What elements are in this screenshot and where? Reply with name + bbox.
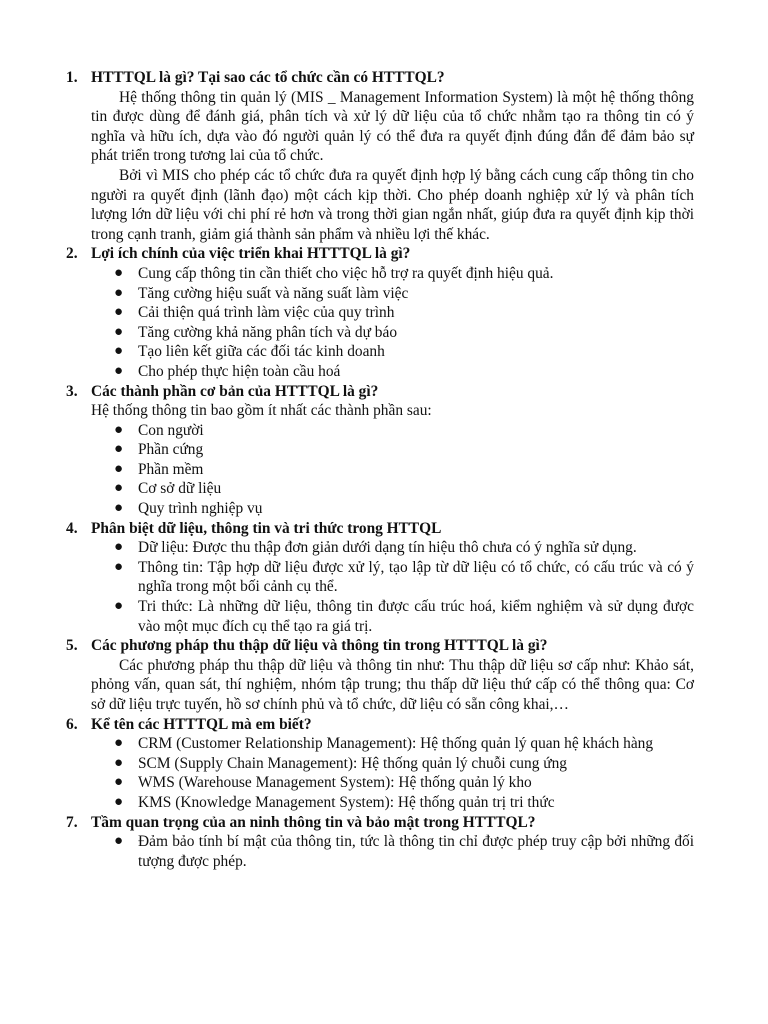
paragraph: Các phương pháp thu thập dữ liệu và thông tin như: Thu thập dữ liệu sơ cấp như: Khảo sát, phỏng vấn, quan sát, thí nghiệm, nhóm tập trung; thu thấp dữ liệu thứ cấp có thể thông qua: Cơ sở dữ liệu trực tuyến, hồ sơ chính phủ và tổ chức, dữ liệu có sẵn công khai,…: [91, 656, 694, 713]
question-2: [66, 244, 694, 381]
question-title: Kể tên các HTTTQL mà em biết?: [91, 715, 312, 733]
question-title: Lợi ích chính của việc triển khai HTTTQL là gì?: [91, 245, 411, 263]
question-number: 7.: [66, 813, 78, 831]
question-6: [66, 715, 694, 813]
list-item: ● Quy trình nghiệp vụ: [114, 500, 263, 518]
question-title: Các thành phần cơ bản của HTTTQL là gì?: [91, 382, 379, 400]
question-title: Các phương pháp thu thập dữ liệu và thông tin trong HTTTQL là gì?: [91, 637, 548, 655]
bullet-icon: ●: [114, 362, 124, 379]
list-item: ● Thông tin: Tập hợp dữ liệu được xử lý, tạo lập từ dữ liệu có tổ chức, có cấu trúc và có ý nghĩa trong một bối cảnh cụ thể.: [114, 558, 694, 596]
bullet-icon: ●: [114, 460, 124, 477]
bullet-icon: ●: [114, 284, 124, 301]
question-4: [66, 519, 694, 637]
bullet-icon: ●: [114, 480, 124, 497]
list-item: ● KMS (Knowledge Management System): Hệ thống quản trị tri thức: [114, 793, 555, 811]
bullet-icon: ●: [114, 323, 124, 340]
list-item: ● Dữ liệu: Được thu thập đơn giản dưới dạng tín hiệu thô chưa có ý nghĩa sử dụng.: [114, 539, 637, 557]
list-item: ● SCM (Supply Chain Management): Hệ thống quản lý chuỗi cung ứng: [114, 754, 567, 772]
question-number: 4.: [66, 519, 78, 537]
question-title: Phân biệt dữ liệu, thông tin và tri thức trong HTTQL: [91, 519, 442, 537]
document-body: [66, 68, 694, 871]
question-7: [66, 813, 694, 872]
list-item: ● Tạo liên kết giữa các đối tác kinh doanh: [114, 343, 385, 361]
bullet-list: [91, 538, 694, 636]
bullet-icon: ●: [114, 833, 124, 850]
list-item: ● Tăng cường khả năng phân tích và dự báo: [114, 323, 398, 341]
list-item: ● CRM (Customer Relationship Management): Hệ thống quản lý quan hệ khách hàng: [114, 735, 654, 753]
list-item: ● WMS (Warehouse Management System): Hệ thống quản lý kho: [114, 774, 532, 792]
bullet-list: [91, 264, 694, 382]
bullet-icon: ●: [114, 774, 124, 791]
question-number: 1.: [66, 69, 78, 86]
bullet-list: [91, 734, 694, 812]
list-item: ● Tăng cường hiệu suất và năng suất làm việc: [114, 284, 409, 302]
list-item: ● Cải thiện quá trình làm việc của quy trình: [114, 304, 395, 322]
bullet-icon: ●: [114, 304, 124, 321]
bullet-list: [91, 832, 694, 871]
list-item: ● Phần mềm: [114, 460, 204, 478]
list-item: ● Cung cấp thông tin cần thiết cho việc hỗ trợ ra quyết định hiệu quả.: [114, 264, 554, 282]
bullet-icon: ●: [114, 598, 124, 615]
bullet-list: [91, 421, 694, 519]
list-item: ● Đảm bảo tính bí mật của thông tin, tức là thông tin chỉ được phép truy cập bởi những đối tượng được phép.: [114, 833, 694, 870]
bullet-icon: ●: [114, 558, 124, 575]
bullet-icon: ●: [114, 421, 124, 438]
bullet-icon: ●: [114, 754, 124, 771]
bullet-icon: ●: [114, 735, 124, 752]
list-item: ● Tri thức: Là những dữ liệu, thông tin được cấu trúc hoá, kiểm nghiệm và sử dụng được vào một mục đích cụ thể tạo ra giá trị.: [114, 598, 694, 635]
question-1: [66, 68, 694, 244]
bullet-icon: ●: [114, 343, 124, 360]
bullet-icon: ●: [114, 539, 124, 556]
list-item: ● Con người: [114, 421, 204, 439]
question-number: 6.: [66, 715, 78, 733]
intro-text: Hệ thống thông tin bao gồm ít nhất các thành phần sau:: [91, 402, 432, 420]
bullet-icon: ●: [114, 441, 124, 458]
question-number: 2.: [66, 245, 78, 263]
bullet-icon: ●: [114, 793, 124, 810]
question-number: 3.: [66, 382, 78, 400]
question-3: [66, 382, 694, 519]
question-title: HTTTQL là gì? Tại sao các tổ chức cần có HTTTQL?: [91, 69, 445, 86]
paragraph: Hệ thống thông tin quản lý (MIS _ Management Information System) là một hệ thống thông tin được dùng để đánh giá, phân tích và xử lý dữ liệu của tổ chức nhằm tạo ra thông tin có ý nghĩa và hữu ích, dựa vào đó người quản lý có thể đưa ra quyết định đúng đắn để đảm bảo sự phát triển trong tương lai của tổ chức.: [91, 88, 694, 165]
question-number: 5.: [66, 637, 78, 655]
list-item: ● Cơ sở dữ liệu: [114, 480, 222, 498]
question-5: [66, 636, 694, 714]
question-title: Tầm quan trọng của an ninh thông tin và bảo mật trong HTTTQL?: [91, 813, 536, 831]
list-item: ● Cho phép thực hiện toàn cầu hoá: [114, 362, 341, 380]
bullet-icon: ●: [114, 500, 124, 517]
list-item: ● Phần cứng: [114, 441, 204, 459]
paragraph: Bởi vì MIS cho phép các tổ chức đưa ra quyết định hợp lý bằng cách cung cấp thông tin cho người ra quyết định (lãnh đạo) một cách kịp thời. Cho phép doanh nghiệp xử lý và phân tích lượng lớn dữ liệu với chi phí rẻ hơn và trong thời gian ngắn nhất, giúp đưa ra quyết định kịp thời trong cạnh tranh, giảm giá thành sản phẩm và nhiều lợi thế khác.: [91, 166, 694, 243]
bullet-icon: ●: [114, 264, 124, 281]
